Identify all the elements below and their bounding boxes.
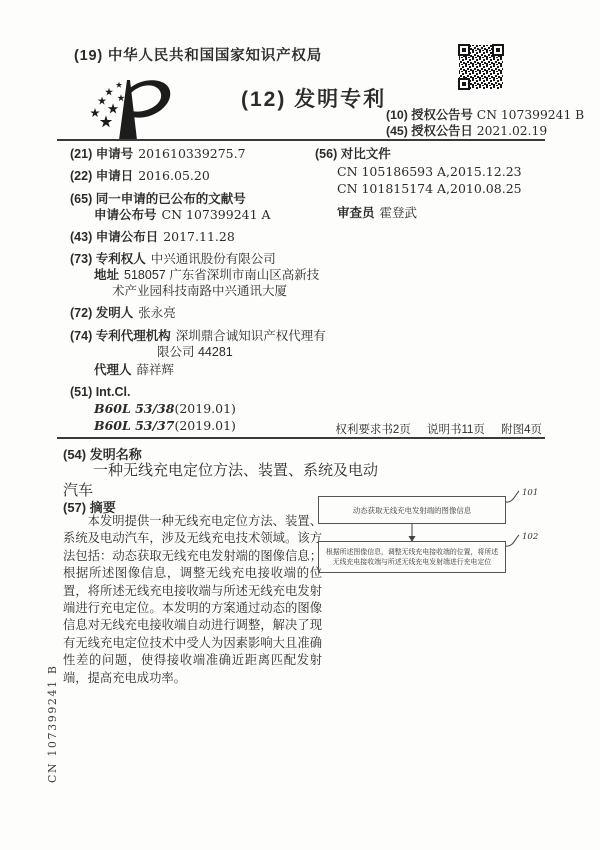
biblio-left-column (70, 146, 328, 435)
agency-value: 深圳鼎合诚知识产权代理有限公司 44281 (157, 329, 326, 359)
application-publication-date-row (70, 229, 328, 245)
prior-publication-row (70, 191, 328, 207)
application-publication-date-label: (43) 申请公布日 (70, 230, 159, 244)
application-date-value: 2016.05.20 (138, 168, 210, 183)
grant-date-label: (45) 授权公告日 (386, 124, 473, 138)
agent-row (70, 362, 328, 378)
examiner-label: 审查员 (337, 206, 375, 220)
examiner-row (315, 205, 547, 221)
inventor-row (70, 305, 328, 321)
biblio-rule (57, 437, 545, 439)
address-label: 地址 (94, 268, 120, 282)
patentee-label: (73) 专利权人 (70, 252, 146, 266)
intcl-class-2-version: (2019.01) (174, 418, 236, 433)
intcl-class-1-row (70, 401, 328, 417)
application-publication-date-value: 2017.11.28 (163, 229, 235, 244)
application-number-label: (21) 申请号 (70, 147, 134, 161)
grant-date-value: 2021.02.19 (476, 124, 548, 138)
cnipa-logo (84, 76, 184, 147)
side-publication-code: CN 107399241 B (46, 664, 59, 783)
biblio-right-column (315, 146, 547, 227)
application-number-value: 201610339275.7 (138, 146, 246, 161)
abstract-section-label: (57) 摘要 (63, 500, 116, 515)
qr-code (458, 44, 504, 95)
abstract-text: 本发明提供一种无线充电定位方法、装置、系统及电动汽车，涉及无线充电技术领域。该方法包括：动态获取无线充电发射端的图像信息；根据所述图像信息，调整无线充电接收端的位置，将所述无线充电接收端与所述无线充电发射端进行充电定位。本发明的方案通过动态的图像信息对无线充电接收端自动进行调整，解决了现有无线充电定位技术中受人为因素影响大且准确性差的问题，使得接收端准确近距离匹配发射端，提高充电成功率。 (63, 514, 322, 685)
intcl-class-2-code: B60L 53/37 (94, 418, 175, 433)
pages-description: 说明书11页 (426, 424, 485, 436)
pages-claims: 权利要求书2页 (335, 424, 411, 436)
abstract-flowchart-figure (305, 482, 555, 587)
cited-documents-label: (56) 对比文件 (315, 147, 391, 161)
flow-step-2-text-line2: 无线充电接收端与所述无线充电发射端进行充电定位 (332, 559, 492, 566)
inventor-label: (72) 发明人 (70, 306, 134, 320)
address-value: 518057 广东省深圳市南山区高新技术产业园科技南路中兴通讯大厦 (112, 268, 320, 298)
intcl-class-2-row (70, 418, 328, 434)
grant-publication-date-row (386, 121, 547, 139)
grant-number-label: (10) 授权公告号 (386, 108, 473, 122)
header-rule (57, 139, 545, 141)
document-type-title: (12) 发明专利 (241, 88, 387, 111)
cited-document-1: CN 105186593 A,2015.12.23 (337, 164, 522, 179)
flow-ref-102-connector (506, 535, 519, 546)
invention-title-section-label: (54) 发明名称 (63, 447, 142, 462)
flow-step-1-text: 动态获取无线充电发射端的图像信息 (352, 506, 472, 515)
application-date-label: (22) 申请日 (70, 169, 134, 183)
cited-documents-row (315, 146, 547, 162)
prior-publication-number-row (70, 207, 328, 223)
flow-ref-102-label: 102 (522, 532, 539, 542)
prior-publication-label: (65) 同一申请的已公布的文献号 (70, 192, 246, 206)
agency-label: (74) 专利代理机构 (70, 329, 171, 343)
examiner-value: 霍登武 (379, 206, 418, 220)
cited-document-2: CN 101815174 A,2010.08.25 (337, 181, 522, 196)
patentee-value: 中兴通讯股份有限公司 (150, 252, 276, 266)
patentee-row (70, 251, 328, 267)
intcl-label: (51) Int.Cl. (70, 385, 131, 399)
agency-row (70, 328, 328, 360)
grant-number-value: CN 107399241 B (476, 108, 585, 122)
application-number-row (70, 146, 328, 162)
flow-ref-101-connector (506, 491, 519, 502)
prior-publication-number-value: CN 107399241 A (161, 207, 271, 222)
pages-info (335, 421, 542, 437)
pages-figures: 附图4页 (501, 424, 542, 436)
flow-step-2-text-line1: 根据所述图像信息，调整无线充电接收端的位置，将所述 (325, 549, 499, 556)
invention-title: 一种无线充电定位方法、装置、系统及电动汽车 (63, 462, 379, 499)
intcl-class-1-code: B60L 53/38 (94, 401, 175, 416)
issuing-office: (19) 中华人民共和国国家知识产权局 (74, 48, 323, 64)
application-date-row (70, 168, 328, 184)
flow-step-2-box (319, 542, 506, 573)
agent-label: 代理人 (94, 363, 132, 377)
address-row (70, 267, 328, 299)
flow-ref-101-label: 101 (522, 488, 539, 498)
prior-publication-number-label: 申请公布号 (94, 208, 157, 222)
agent-value: 薛祥辉 (136, 363, 175, 377)
intcl-row (70, 384, 328, 400)
inventor-value: 张永亮 (138, 306, 176, 320)
intcl-class-1-version: (2019.01) (174, 401, 236, 416)
